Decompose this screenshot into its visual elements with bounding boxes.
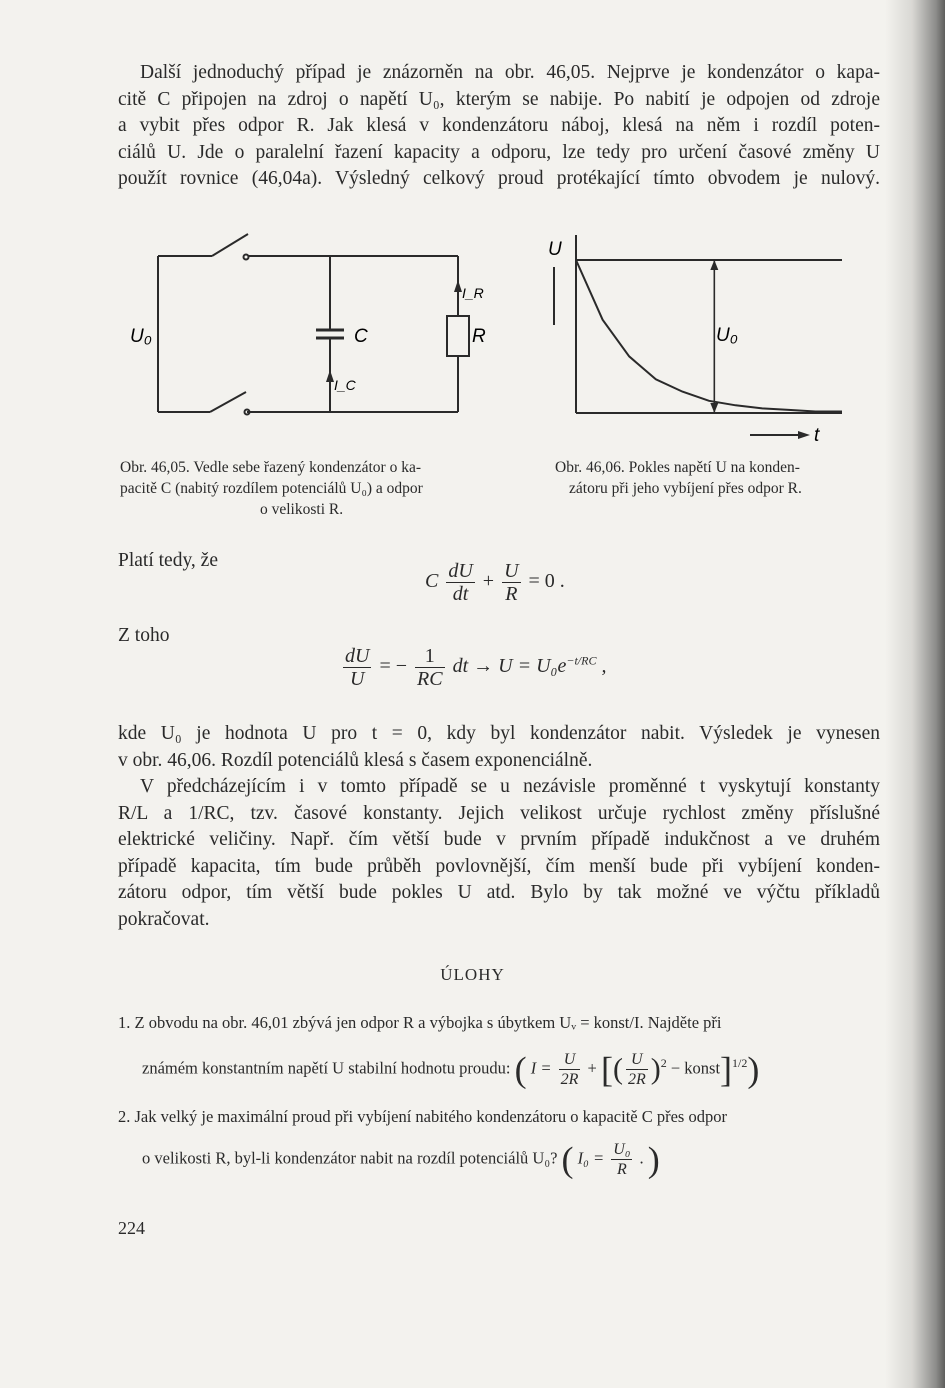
resistor-label: R — [472, 326, 486, 347]
answer-2-end: . — [639, 1148, 644, 1168]
capacitor-current-label: I_C — [334, 377, 356, 393]
answer-2-den: R — [616, 1161, 627, 1178]
answer-bracket-open: [ — [600, 1049, 613, 1090]
answer-1-inner-den: 2R — [627, 1071, 646, 1088]
eq1-plus: + — [482, 570, 495, 593]
eq2-end: , — [601, 655, 607, 678]
text-line: a vybit přes odpor R. Jak klesá v kondenzátoru náboj, klesá na něm i rozdíl poten- — [118, 115, 880, 137]
text-line: citě C připojen na zdroj o napětí U₀, kterým se nabije. Po nabití je odpojen od zdroje — [118, 88, 880, 110]
text-line: zátoru odpor, tím větší bude pokles U atd. Bylo by tak možné ve výčtu příkladů — [118, 882, 880, 904]
top-switch-blade — [212, 234, 248, 256]
resistor-current-arrow — [454, 280, 462, 292]
answer-1-num: U — [559, 1050, 581, 1070]
answer-paren-open: ( — [514, 1049, 527, 1090]
eq2-exponent: −t/RC — [566, 653, 597, 668]
text-line: použít rovnice (46,04a). Výsledný celkový proud protékající tímto obvodem je nulový. — [118, 168, 880, 190]
equation-1 — [425, 560, 565, 605]
answer-1-minus: − konst — [670, 1058, 721, 1078]
eq2-num2: 1 — [415, 645, 445, 668]
caption-line: Obr. 46,06. Pokles napětí U na konden- — [555, 459, 800, 476]
answer-inner-paren-close: ) — [650, 1052, 661, 1086]
math-intro-2: Z toho — [118, 625, 170, 646]
chart-caption — [555, 457, 885, 499]
eq2-fraction-2 — [415, 645, 445, 690]
caption-line: zátoru při jeho vybíjení přes odpor R. — [569, 480, 802, 497]
text-line: v obr. 46,06. Rozdíl potenciálů klesá s časem exponenciálně. — [118, 749, 593, 771]
time-constants-paragraph — [118, 774, 880, 934]
answer-1-outer-pow: 1/2 — [732, 1055, 748, 1070]
answer-1-inner-num: U — [626, 1050, 648, 1070]
eq1-den1: dt — [452, 583, 469, 605]
answer-1-den: 2R — [560, 1071, 579, 1088]
answer-bracket-close: ] — [720, 1049, 733, 1090]
text-line: R/L a 1/RC, tzv. časové konstanty. Jejich velikost určuje rychlost změny příslušné — [118, 802, 880, 824]
eq1-c: C — [425, 570, 439, 593]
eq2-fraction-1 — [343, 645, 371, 690]
text-line: kde U₀ je hodnota U pro t = 0, kdy byl kondenzátor nabit. Výsledek je vynesen — [118, 723, 880, 744]
answer-inner-paren-open: ( — [612, 1052, 623, 1086]
u0-annotation: U₀ — [716, 325, 738, 346]
eq1-den2: R — [505, 583, 518, 605]
y-axis-label: U — [548, 239, 562, 260]
series-line-decay-curve — [576, 260, 842, 412]
u0-arrow-top — [710, 260, 718, 270]
eq2-den2: RC — [417, 668, 443, 690]
problem-1-text: 1. Z obvodu na obr. 46,01 zbývá jen odpor R a výbojka s úbytkem Uᵥ = konst/I. Najděte při — [118, 1013, 722, 1032]
eq1-rhs: = 0 . — [528, 570, 565, 593]
circuit-diagram — [120, 220, 500, 430]
text-line: pokračovat. — [118, 908, 210, 930]
discharge-chart — [540, 225, 850, 450]
text-line: elektrické veličiny. Např. čím větší bude v prvním případě indukčnost a ve druhém — [118, 829, 880, 851]
caption-line: pacitě C (nabitý rozdílem potenciálů U₀) a odpor — [120, 480, 423, 497]
page-binding-shadow — [885, 0, 945, 1388]
caption-line: o velikosti R. — [260, 501, 344, 518]
top-switch-contact — [244, 255, 249, 260]
eq1-num1: dU — [448, 560, 473, 582]
answer-1-lhs: I = — [530, 1058, 552, 1078]
answer-1-fraction — [559, 1050, 581, 1089]
answer-2-lhs: I₀ = — [577, 1148, 605, 1168]
math-intro-1: Platí tedy, že — [118, 550, 218, 571]
eq1-fraction-2 — [502, 560, 520, 605]
equation-2 — [340, 645, 606, 690]
eq1-num2: U — [504, 560, 519, 582]
text-line: ciálů U. Jde o paralelní řazení kapacity a odporu, lze tedy pro určení časové změny U — [118, 141, 880, 163]
problem-2-line-2 — [142, 1140, 888, 1179]
intro-paragraph — [118, 60, 880, 193]
resistor-current-label: I_R — [462, 285, 484, 301]
resistor-body — [447, 316, 469, 356]
eq2-num1: dU — [345, 645, 370, 667]
problem-2-text: 2. Jak velký je maximální proud při vybíjení nabitého kondenzátoru o kapacitě C přes odpor — [118, 1107, 727, 1126]
source-label: U₀ — [130, 326, 152, 347]
page-number: 224 — [118, 1218, 145, 1238]
eq2-rest: dt → U = U₀e — [452, 655, 567, 678]
answer-2-num: U₀ — [613, 1141, 631, 1158]
problem-2 — [118, 1106, 888, 1179]
x-axis-arrow-head — [798, 431, 810, 439]
answer-2-paren-close: ) — [647, 1139, 660, 1180]
capacitor-current-arrow — [326, 370, 334, 382]
exercises-heading: ÚLOHY — [440, 965, 505, 984]
u0-arrow-bottom — [710, 403, 718, 413]
text-line: případě kapacita, tím bude průběh povlovnější, čím menší bude při vybíjení konden- — [118, 855, 880, 877]
answer-2-paren-open: ( — [561, 1139, 574, 1180]
conclusion-paragraph — [118, 721, 880, 774]
text-line: Další jednoduchý případ je znázorněn na obr. 46,05. Nejprve je kondenzátor o kapa- — [140, 62, 880, 83]
problem-1-line-2 — [142, 1050, 888, 1089]
answer-paren-close: ) — [747, 1049, 760, 1090]
bottom-switch-blade — [210, 392, 246, 412]
eq2-den1: U — [350, 668, 365, 690]
x-axis-label: t — [814, 425, 820, 446]
eq1-fraction-1 — [446, 560, 474, 605]
capacitor-label: C — [354, 326, 368, 347]
problem-1-text-2: známém konstantním napětí U stabilní hodnotu proudu: — [142, 1058, 511, 1078]
caption-line: Obr. 46,05. Vedle sebe řazený kondenzátor o ka- — [120, 459, 422, 476]
eq2-eq: = − — [379, 655, 408, 678]
circuit-caption — [120, 457, 510, 520]
answer-1-inner-fraction — [626, 1050, 648, 1089]
problem-2-text-2: o velikosti R, byl-li kondenzátor nabit na rozdíl potenciálů U₀? — [142, 1148, 558, 1168]
problem-1 — [118, 1012, 888, 1089]
answer-1-plus: + — [587, 1058, 597, 1078]
answer-1-pow: 2 — [660, 1055, 667, 1070]
answer-2-fraction — [611, 1140, 632, 1179]
text-line: V předcházejícím i v tomto případě se u nezávisle proměnné t vyskytují konstanty — [140, 776, 880, 797]
